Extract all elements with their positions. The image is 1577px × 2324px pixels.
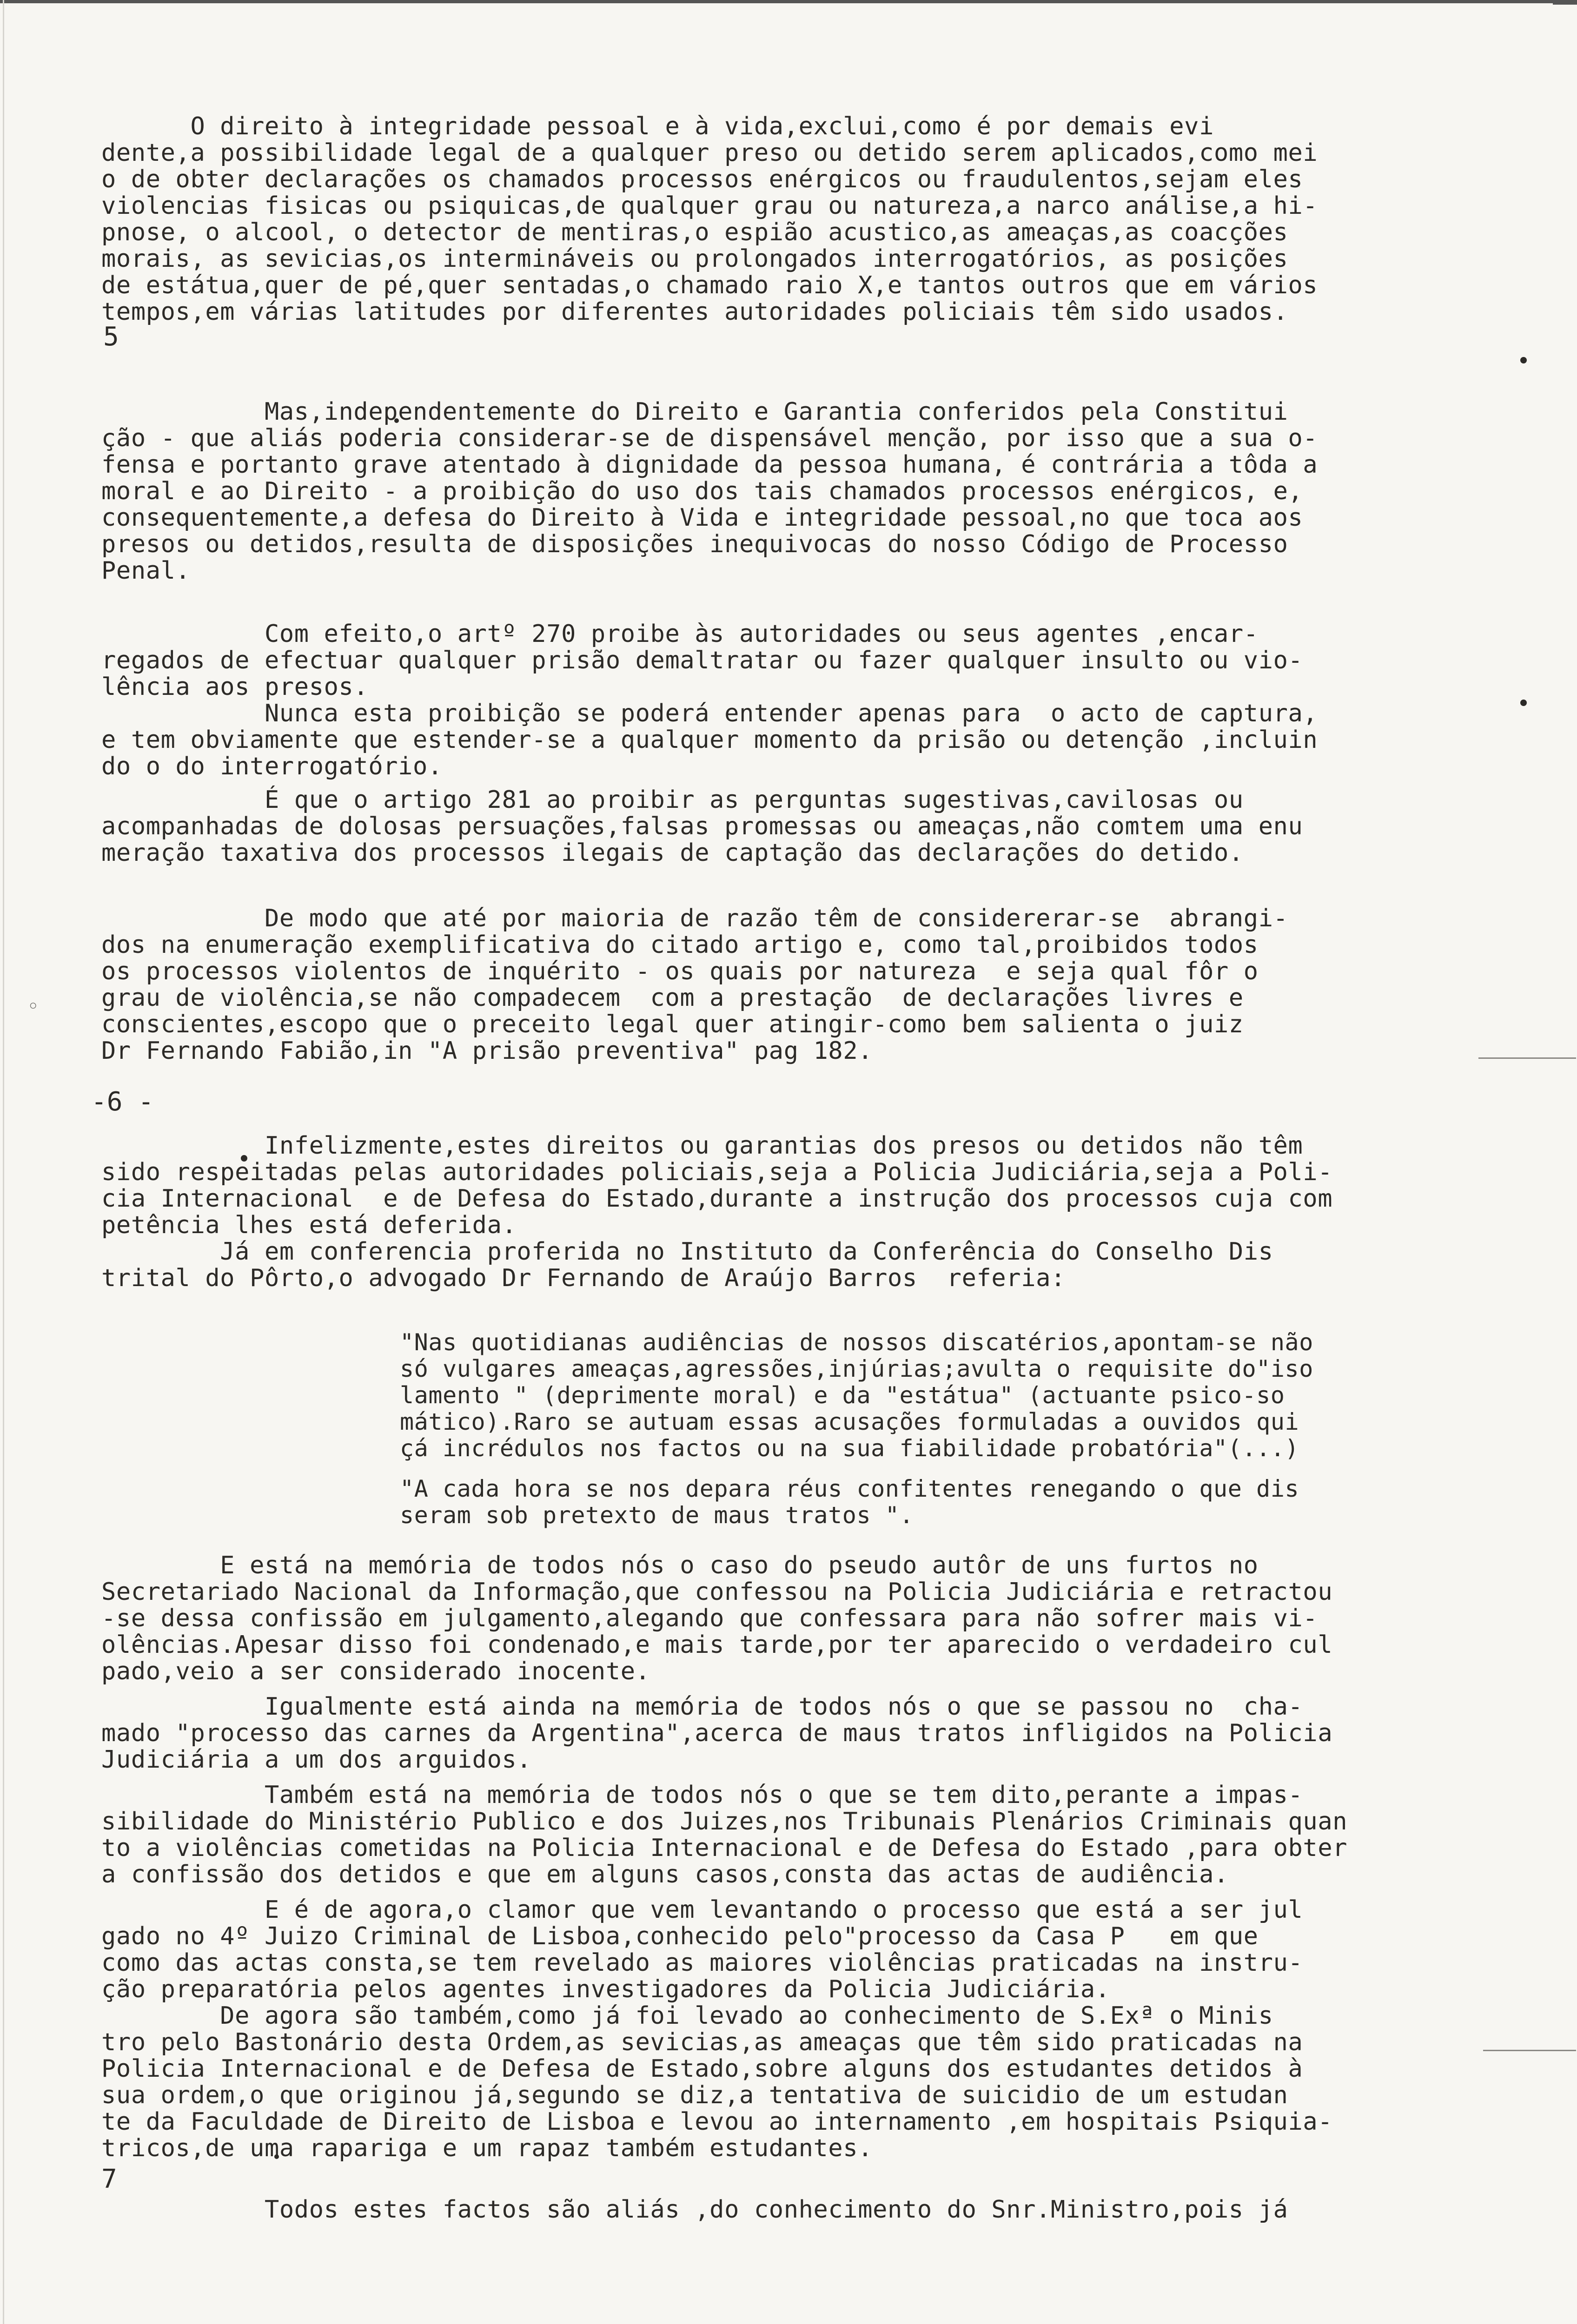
text-line: E é de agora,o clamor que vem levantando o processo que está a ser jul [101, 1896, 1303, 1924]
text-line: consequentemente,a defesa do Direito à Vida e integridade pessoal,no que toca aos [101, 504, 1303, 532]
text-line: Dr Fernando Fabião,in "A prisão preventiva" pag 182. [101, 1037, 873, 1065]
text-line: dos na enumeração exemplificativa do citado artigo e, como tal,proibidos todos [101, 931, 1259, 959]
text-line: to a violências cometidas na Policia Internacional e de Defesa do Estado ,para obter [101, 1834, 1348, 1862]
text-line: pnose, o alcool, o detector de mentiras,o espião acustico,as ameaças,as coacções [101, 218, 1288, 246]
text-line: fensa e portanto grave atentado à dignidade da pessoa humana, é contrária a tôda a [101, 451, 1318, 479]
text-line: Judiciária a um dos arguidos. [101, 1746, 532, 1774]
text-line: lência aos presos. [101, 673, 369, 701]
text-line: sibilidade do Ministério Publico e dos Juizes,nos Tribunais Plenários Criminais quan [101, 1808, 1348, 1835]
quote-line: mático).Raro se autuam essas acusações formuladas a ouvidos qui [400, 1408, 1299, 1435]
text-line: os processos violentos de inquérito - os quais por natureza e seja qual fôr o [101, 957, 1259, 985]
margin-mark: ◦ [27, 995, 40, 1018]
scan-margin-line [3, 0, 4, 2324]
quote-line: çá incrédulos nos factos ou na sua fiabilidade probatória"(...) [400, 1435, 1299, 1462]
text-line: petência lhes está deferida. [101, 1211, 517, 1239]
top-edge-rule-end [1553, 3, 1577, 14]
text-line: sido respeitadas pelas autoridades policiais,seja a Policia Judiciária,seja a Poli- [101, 1158, 1333, 1186]
text-line: trital do Pôrto,o advogado Dr Fernando de Araújo Barros referia: [101, 1264, 1066, 1292]
text-line: E está na memória de todos nós o caso do pseudo autôr de uns furtos no [101, 1552, 1259, 1579]
text-line: cia Internacional e de Defesa do Estado,durante a instrução dos processos cuja com [101, 1185, 1333, 1213]
text-line: como das actas consta,se tem revelado as maiores violências praticadas na instru- [101, 1949, 1303, 1977]
text-line: dente,a possibilidade legal de a qualquer preso ou detido serem aplicados,como mei [101, 139, 1318, 167]
text-line: Penal. [101, 557, 191, 585]
text-line: gado no 4º Juizo Criminal de Lisboa,conhecido pelo"processo da Casa P em que [101, 1922, 1259, 1950]
text-line: violencias fisicas ou psiquicas,de qualquer grau ou natureza,a narco análise,a hi- [101, 192, 1318, 220]
text-line: Já em conferencia proferida no Instituto da Conferência do Conselho Dis [101, 1238, 1273, 1266]
text-line: de estátua,quer de pé,quer sentadas,o chamado raio X,e tantos outros que em vários [101, 271, 1318, 299]
section-number-7: 7 [101, 2164, 117, 2194]
quote-line: só vulgares ameaças,agressões,injúrias;avulta o requisite do"iso [400, 1355, 1313, 1382]
text-line: Policia Internacional e de Defesa de Estado,sobre alguns dos estudantes detidos à [101, 2055, 1303, 2083]
text-line: e tem obviamente que estender-se a qualquer momento da prisão ou detenção ,incluin [101, 726, 1318, 754]
text-line: É que o artigo 281 ao proibir as perguntas sugestivas,cavilosas ou [101, 786, 1244, 814]
quote-line: seram sob pretexto de maus tratos ". [400, 1502, 914, 1529]
text-line: De modo que até por maioria de razão têm de considererar-se abrangi- [101, 905, 1288, 932]
text-line: grau de violência,se não compadecem com a prestação de declarações livres e [101, 984, 1244, 1012]
text-line: pado,veio a ser considerado inocente. [101, 1657, 650, 1685]
quote-line: lamento " (deprimente moral) e da "estátua" (actuante psico-so [400, 1382, 1285, 1409]
text-line: ção - que aliás poderia considerar-se de dispensável menção, por isso que a sua o- [101, 424, 1318, 452]
margin-rule-mark [1483, 2050, 1576, 2051]
text-line: meração taxativa dos processos ilegais de captação das declarações do detido. [101, 839, 1244, 867]
text-line: tricos,de uma rapariga e um rapaz também estudantes. [101, 2134, 873, 2162]
margin-rule-mark [1478, 1057, 1576, 1059]
text-line: Secretariado Nacional da Informação,que confessou na Policia Judiciária e retractou [101, 1578, 1333, 1606]
text-line: -se dessa confissão em julgamento,alegando que confessara para não sofrer mais vi- [101, 1604, 1318, 1632]
text-line: Com efeito,o artº 270 proibe às autoridades ou seus agentes ,encar- [101, 620, 1259, 648]
text-line: Todos estes factos são aliás ,do conhecimento do Snr.Ministro,pois já [101, 2196, 1288, 2224]
text-line: do o do interrogatório. [101, 753, 443, 780]
quote-line: "A cada hora se nos depara réus confitentes renegando o que dis [400, 1475, 1299, 1502]
text-line: mado "processo das carnes da Argentina",acerca de maus tratos infligidos na Policia [101, 1719, 1333, 1747]
text-line: te da Faculdade de Direito de Lisboa e levou ao internamento ,em hospitais Psiquia- [101, 2108, 1333, 2136]
margin-dot [1520, 700, 1527, 706]
text-line: Mas,independentemente do Direito e Garantia conferidos pela Constitui [101, 398, 1288, 426]
text-line: O direito à integridade pessoal e à vida,exclui,como é por demais evi [101, 112, 1214, 140]
text-line: sua ordem,o que originou já,segundo se diz,a tentativa de suicidio de um estudan [101, 2081, 1288, 2109]
text-line: Também está na memória de todos nós o que se tem dito,perante a impas- [101, 1781, 1303, 1809]
text-line: conscientes,escopo que o preceito legal quer atingir-como bem salienta o juiz [101, 1010, 1244, 1038]
text-line: Igualmente está ainda na memória de todos nós o que se passou no cha- [101, 1693, 1303, 1721]
text-line: a confissão dos detidos e que em alguns casos,consta das actas de audiência. [101, 1861, 1229, 1888]
quote-line: "Nas quotidianas audiências de nossos discatérios,apontam-se não [400, 1329, 1313, 1356]
top-edge-rule [0, 0, 1577, 3]
text-line: morais, as sevicias,os intermináveis ou prolongados interrogatórios, as posições [101, 245, 1288, 273]
section-number-6: -6 - [91, 1087, 154, 1117]
text-line: acompanhadas de dolosas persuações,falsas promessas ou ameaças,não comtem uma enu [101, 812, 1303, 840]
text-line: ção preparatória pelos agentes investigadores da Policia Judiciária. [101, 1975, 1110, 2003]
section-number-5: 5 [103, 322, 119, 352]
text-line: moral e ao Direito - a proibição do uso dos tais chamados processos enérgicos, e, [101, 477, 1303, 505]
margin-dot [1520, 357, 1527, 363]
text-line: Nunca esta proibição se poderá entender apenas para o acto de captura, [101, 700, 1318, 727]
text-line: tempos,em várias latitudes por diferentes autoridades policiais têm sido usados. [101, 298, 1288, 326]
text-line: presos ou detidos,resulta de disposições inequivocas do nosso Código de Processo [101, 530, 1288, 558]
text-line: o de obter declarações os chamados processos enérgicos ou fraudulentos,sejam eles [101, 165, 1303, 193]
text-line: tro pelo Bastonário desta Ordem,as sevicias,as ameaças que têm sido praticadas na [101, 2028, 1303, 2056]
text-line: De agora são também,como já foi levado ao conhecimento de S.Exª o Minis [101, 2002, 1273, 2030]
text-line: regados de efectuar qualquer prisão demaltratar ou fazer qualquer insulto ou vio- [101, 647, 1303, 674]
text-line: Infelizmente,estes direitos ou garantias dos presos ou detidos não têm [101, 1132, 1303, 1160]
text-line: olências.Apesar disso foi condenado,e mais tarde,por ter aparecido o verdadeiro cul [101, 1631, 1333, 1659]
